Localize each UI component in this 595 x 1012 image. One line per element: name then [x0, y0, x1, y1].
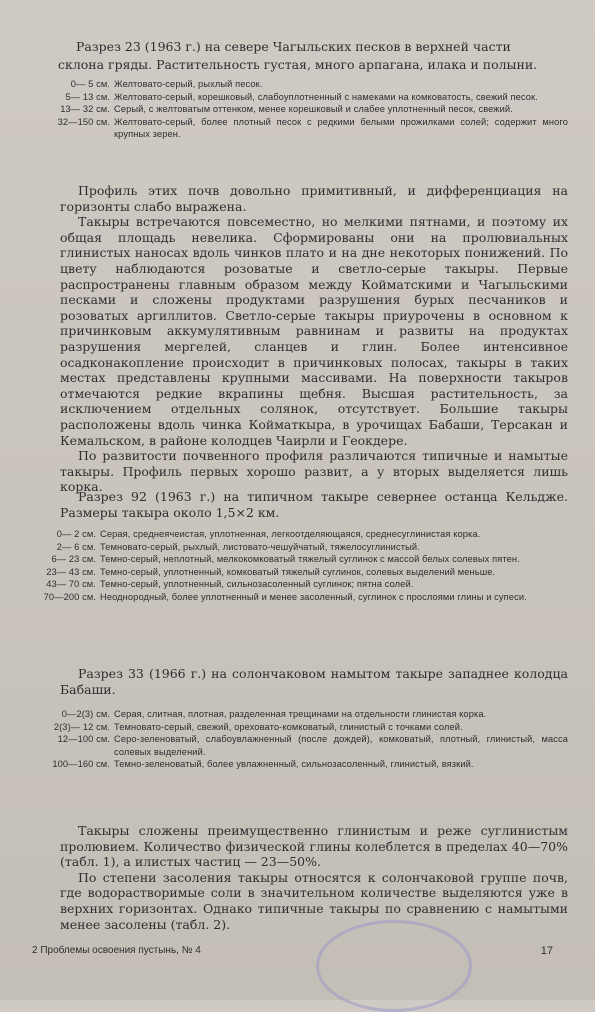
section-23-heading-line2: склона гряды. Растительность густая, много арпагана, илака и полыни.	[58, 57, 538, 72]
body-text-1	[60, 183, 568, 495]
horizon-row: 32—150 см. Желтовато-серый, более плотный песок с редкими белыми прожилками солей; содержит много крупных зерен.	[57, 116, 568, 140]
horizon-row: 2(3)— 12 см. Темновато-серый, свежий, ореховато-комковатый, глинистый с точками солей.	[53, 721, 463, 732]
section-23-heading	[58, 38, 568, 74]
horizon-row: 0—2(3) см. Серая, слитная, плотная, разделенная трещинами на отдельности глинистая корка.	[61, 709, 487, 719]
paragraph: По развитости почвенного профиля различаются типичные и намытые такыры. Профиль первых хорошо развит, а у вторых выделяется лишь корка.	[60, 448, 568, 495]
horizon-row: 0— 2 см. Серая, среднеячеистая, уплотненная, легкоотделяющаяся, среднесуглинистая корка.	[56, 529, 481, 539]
horizon-row: 100—160 см. Темно-зеленоватый, более увлажненный, сильнозасоленный, глинистый, вязкий.	[52, 759, 474, 770]
horizon-row: 5— 13 см. Желтовато-серый, корешковый, слабоуплотненный с намеками на комковатость, свежий песок.	[65, 91, 538, 102]
horizon-row: 6— 23 см. Темно-серый, неплотный, мелкокомковатый тяжелый суглинок с массой белых солевых пятен.	[51, 554, 520, 565]
footer-journal: 2 Проблемы освоения пустынь, № 4	[32, 945, 201, 956]
horizon-row: 23— 43 см. Темно-серый, уплотненный, комковатый тяжелый суглинок, солевых выделений меньше.	[46, 566, 496, 577]
horizon-row: 70—200 см. Неоднородный, более уплотненный и менее засоленный, суглинок с прослоями глины и супеси.	[43, 591, 527, 602]
section-23-horizons	[32, 78, 568, 141]
paragraph: Такыры встречаются повсеместно, но мелкими пятнами, и поэтому их общая площадь невелика. Сформированы они на пролювиальных глинистых наносах вдоль чинков плато и на дне некоторых понижений. По цвету наблюдаются розоватые и светло-серые такыры. Первые распространены главным образом между Койматскими и Чагыльскими песками и сложены продуктами разрушения бурых песчаников и розоватых аргиллитов. Светло-серые такыры приурочены в основном к причинковым аккумулятивным равнинам и развиты на продуктах разрушения мергелей, сланцев и глин. Более интенсивное осадконакопление происходит в причинковых полосах, такыры в таких местах представлены крупными массивами. На поверхности такыров отмечаются редкие вкрапины щебня. Высшая растительность, за исключением отдельных солянок, отсутствует. Большие такыры расположены вдоль чинка Койматкыра, в урочищах Бабаши, Терсакан и Кемальском, в районе колодцев Чаирли и Геокдере.	[60, 214, 568, 448]
paragraph: По степени засоления такыры относятся к солончаковой группе почв, где водорастворимые соли в значительном количестве выделяются уже в верхних горизонтах. Однако типичные такыры по сравнению с намытыми менее засолены (табл. 2).	[60, 869, 568, 932]
horizon-row: 13— 32 см. Серый, с желтоватым оттенком, менее корешковый и слабее уплотненный песок, свежий.	[60, 104, 513, 115]
horizon-row: 12—100 см. Серо-зеленоватый, слабоувлажненный (после дождей), комковатый, плотный, глинистый, масса солевых выделений.	[57, 734, 568, 757]
section-92-heading: Разрез 92 (1963 г.) на типичном такыре севернее останца Кельдже. Размеры такыра около 1,5×2 км.	[60, 489, 568, 520]
section-33-heading: Разрез 33 (1966 г.) на солончаковом намытом такыре западнее колодца Бабаши.	[60, 666, 568, 697]
paragraph: Профиль этих почв довольно примитивный, и дифференциация на горизонты слабо выражена.	[60, 183, 568, 214]
section-23-heading-line1: Разрез 23 (1963 г.) на севере Чагыльских песков в верхней части	[76, 39, 511, 54]
section-92-horizons	[32, 528, 568, 604]
paragraph: Такыры сложены преимущественно глинистым и реже суглинистым пролювием. Количество физической глины колеблется в пределах 40—70% (табл. 1), а илистых частиц — 23—50%.	[60, 823, 568, 870]
horizon-row: 0— 5 см. Желтовато-серый, рыхлый песок.	[70, 79, 263, 89]
body-text-2	[60, 823, 568, 932]
horizon-row: 2— 6 см. Темновато-серый, рыхлый, листовато-чешуйчатый, тяжелосуглинистый.	[56, 541, 420, 552]
page-number: 17	[540, 945, 553, 957]
section-33-horizons	[32, 708, 568, 771]
horizon-row: 43— 70 см. Темно-серый, уплотненный, сильнозасоленный суглинок; пятна солей.	[46, 579, 414, 590]
library-stamp	[316, 920, 472, 1012]
